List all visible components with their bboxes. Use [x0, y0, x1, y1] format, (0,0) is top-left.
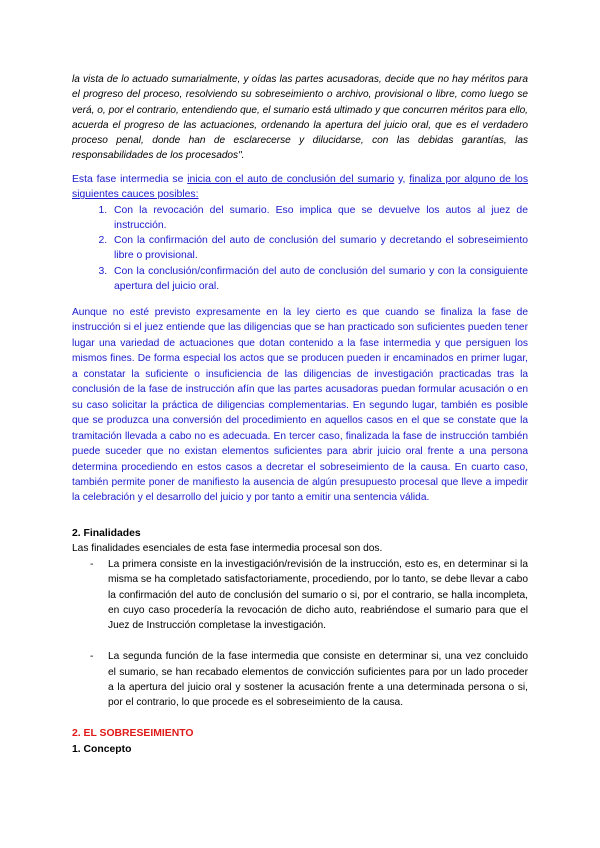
finalidad-item [72, 649, 528, 711]
intro-lead: Esta fase intermedia se [72, 174, 188, 185]
concepto-subheading: 1. Concepto [72, 743, 132, 755]
intermediate-phase-intro [72, 172, 528, 294]
intro-mid: y, [394, 174, 410, 185]
dash-bullet: - [90, 651, 94, 663]
intro-start-underlined: inicia con el auto de conclusión del sumario [187, 174, 395, 185]
cause-item: 1. Con la revocación del sumario. Eso implica que se devuelve los autos al juez de instrucción. [110, 203, 528, 234]
cause-item: 2. Con la confirmación del auto de conclusión del sumario y decretando el sobreseimiento libre o provisional. [110, 233, 528, 264]
causes-list [72, 203, 528, 295]
dash-bullet: - [90, 558, 94, 570]
section-finalidades [72, 526, 528, 757]
finalidades-heading: 2. Finalidades [72, 528, 141, 539]
finalidad-text: La primera consiste en la investigación/revisión de la instrucción, esto es, en determinar si la misma se ha completado satisfactoriamente, procediendo, por lo tanto, se debe llevar a cabo la confirmación del auto de conclusión del sumario o si, por el contrario, se halla incompleta, en cuyo caso procedería la revocación de dicho auto, reabriéndose el sumario para que el Juez de Instrucción completase la investigación. [108, 558, 528, 632]
finalidad-text: La segunda función de la fase intermedia que consiste en determinar si, una vez concluido el sumario, se han recabado elementos de convicción suficientes para por un lado proceder a la apertura del juicio oral y sostener la acusación frente a una determinada persona o si, por el contrario, lo que procede es el sobreseimiento de la causa. [108, 651, 528, 709]
finalidades-intro: Las finalidades esenciales de esta fase intermedia procesal son dos. [72, 543, 383, 555]
cause-item: 3. Con la conclusión/confirmación del auto de conclusión del sumario y con la consiguiente apertura del juicio oral. [110, 264, 528, 295]
finalidades-list [72, 557, 528, 711]
intermediate-actions-paragraph: Aunque no esté previsto expresamente en la ley cierto es que cuando se finaliza la fase de instrucción si el juez entiende que las diligencias que se han practicado son suficientes pueden tener lugar una variedad de actuaciones que dotan contenido a la fase intermedia y que persiguen los mismos fines. De forma especial los actos que se producen pueden ir encaminados en primer lugar, a constatar la suficiente o insuficiencia de las diligencias de investigación practicadas tras la conclusión de la fase de instrucción afín que las partes acusadoras puedan formular acusación o en su caso solicitar la práctica de diligencias complementarias. En segundo lugar, también es posible que se produzca una conversión del procedimiento en aquellos casos en el que se constate que la tramitación llevada a cabo no es adecuada. En tercer caso, finalizada la fase de instrucción también puede suceder que no existan elementos suficientes para abrir juicio oral frente a una persona determina procediendo en estos casos a decretar el sobreseimiento de la causa. En cuarto caso, también permite poner de manifiesto la ausencia de algún presupuesto procesal que lleve a impedir la celebración y el desarrollo del juicio y por tanto a emitir una sentencia válida. [72, 307, 528, 504]
quote-paragraph: la vista de lo actuado sumarialmente, y oídas las partes acusadoras, decide que no hay méritos para el progreso del proceso, resolviendo su sobreseimiento o archivo, provisional o libre, como luego se verá, o, por el contrario, entendiendo que, el sumario está ultimado y que concurren méritos para ello, acuerda el progreso de las actuaciones, ordenando la apertura del juicio oral, que es el verdadero proceso penal, donde han de esclarecerse y dilucidarse, con las debidas garantías, las responsabilidades de los procesados". [72, 74, 528, 162]
intro-end-underlined: finaliza por alguno de los siguientes cauces posibles: [72, 174, 529, 201]
sobreseimiento-heading: 2. EL SOBRESEIMIENTO [72, 728, 194, 740]
intro-sentence [72, 172, 528, 203]
finalidad-item [72, 557, 528, 634]
